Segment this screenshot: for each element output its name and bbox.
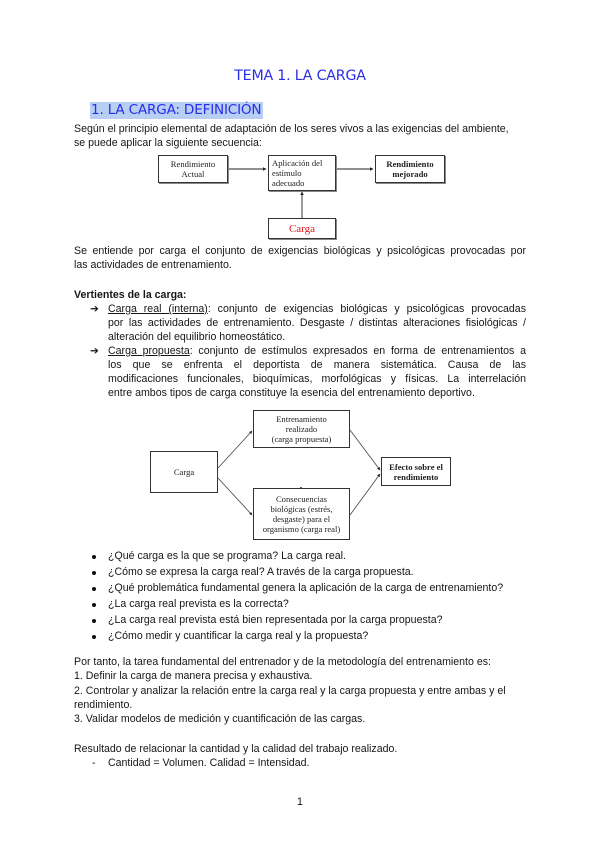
intro-line-2: se puede aplicar la siguiente secuencia: bbox=[74, 137, 262, 149]
box2-top-line-1: Entrenamiento bbox=[276, 414, 327, 424]
definition-line-1: Se entiende por carga el conjunto de exigencias biológicas y psicológicas provocadas por bbox=[74, 245, 526, 257]
term-carga-propuesta: Carga propuesta bbox=[108, 345, 190, 357]
box2-bottom-line-4: organismo (carga real) bbox=[262, 524, 341, 534]
vertiente-real-line-3: alteración del equilibrio homeostático. bbox=[108, 331, 286, 343]
arrow-bullet-icon: ➔ bbox=[90, 345, 99, 357]
intro-line-1: Según el principio elemental de adaptación de los seres vivos a las exigencias del ambiente, bbox=[74, 123, 509, 135]
vertiente-real-line-2: por las actividades de entrenamiento. Desgaste / distintas alteraciones fisiológicas / bbox=[108, 317, 526, 329]
section-heading: 1. LA CARGA: DEFINICIÓN bbox=[91, 102, 262, 118]
definition-line-2: las actividades de entrenamiento. bbox=[74, 259, 232, 271]
arrow-bullet-icon: ➔ bbox=[90, 303, 99, 315]
result-text: Resultado de relacionar la cantidad y la calidad del trabajo realizado. bbox=[74, 743, 398, 755]
box-rendimiento-actual-line-2: Actual bbox=[181, 169, 205, 179]
box-aplicacion-estimulo bbox=[268, 155, 336, 191]
box-aplicacion-line-3: adecuado bbox=[272, 178, 305, 188]
vertiente-propuesta-text-1: : conjunto de estímulos expresados en forma de entrenamientos a bbox=[189, 345, 526, 357]
box-mejorado-line-1: Rendimiento bbox=[386, 159, 434, 169]
vertiente-real-text-1: : conjunto de exigencias biológicas y psicológicas provocadas bbox=[207, 303, 526, 315]
question-item: ¿La carga real prevista está bien representada por la carga propuesta? bbox=[108, 614, 443, 626]
box2-bottom-line-1: Consecuencias bbox=[275, 494, 328, 504]
question-item: ¿Cómo se expresa la carga real? A través de la carga propuesta. bbox=[108, 566, 414, 578]
vertiente-real-line-1 bbox=[108, 302, 526, 316]
question-item: ¿Cómo medir y cuantificar la carga real y la propuesta? bbox=[108, 630, 369, 642]
vertiente-propuesta-line-3: modificaciones funcionales, bioquímicas, morfológicas y físicas. La interrelación bbox=[108, 373, 526, 385]
box2-top-line-2: realizado bbox=[285, 424, 318, 434]
vertiente-propuesta-line-1 bbox=[108, 344, 526, 358]
tasks-intro: Por tanto, la tarea fundamental del entrenador y de la metodología del entrenamiento es: bbox=[74, 656, 491, 668]
task-item: 1. Definir la carga de manera precisa y exhaustiva. bbox=[74, 670, 313, 682]
bullet-icon bbox=[92, 635, 96, 639]
dash-bullet: - bbox=[92, 757, 96, 769]
box-carga-red: Carga bbox=[268, 218, 336, 239]
vertiente-propuesta-line-2: los que se enfrenta el deportista de manera sistemática. Causa de las bbox=[108, 359, 526, 371]
task-item: 2. Controlar y analizar la relación entre la carga real y la carga propuesta y entre ambas y el bbox=[74, 685, 506, 697]
vertiente-propuesta-line-4: entre ambos tipos de carga constituye la esencia del entrenamiento deportivo. bbox=[108, 387, 475, 399]
box-rendimiento-mejorado bbox=[375, 155, 445, 183]
bullet-icon bbox=[92, 619, 96, 623]
question-item: ¿La carga real prevista es la correcta? bbox=[108, 598, 289, 610]
box2-right-line-2: rendimiento bbox=[393, 471, 439, 482]
result-dash-item: Cantidad = Volumen. Calidad = Intensidad. bbox=[108, 757, 310, 769]
box2-top-line-3: (carga propuesta) bbox=[271, 434, 332, 444]
box2-entrenamiento-realizado bbox=[253, 410, 350, 448]
term-carga-real: Carga real (interna) bbox=[108, 303, 208, 315]
box2-right-line-1: Efecto sobre el bbox=[389, 461, 443, 472]
box-rendimiento-actual-line-1: Rendimiento bbox=[170, 159, 216, 169]
box2-efecto-rendimiento bbox=[381, 457, 451, 486]
page-number: 1 bbox=[297, 796, 303, 808]
question-item: ¿Qué carga es la que se programa? La carga real. bbox=[108, 550, 346, 562]
question-item: ¿Qué problemática fundamental genera la aplicación de la carga de entrenamiento? bbox=[108, 582, 504, 594]
box-mejorado-line-2: mejorado bbox=[392, 169, 428, 179]
bullet-icon bbox=[92, 555, 96, 559]
task-item: rendimiento. bbox=[74, 699, 133, 711]
box-rendimiento-actual bbox=[158, 155, 228, 183]
box2-bottom-line-2: biológicas (estrés, bbox=[270, 504, 333, 514]
box-aplicacion-line-2: estímulo bbox=[272, 168, 302, 178]
vertientes-heading: Vertientes de la carga: bbox=[74, 289, 187, 301]
box2-carga: Carga bbox=[150, 451, 218, 493]
document-title: TEMA 1. LA CARGA bbox=[234, 68, 366, 84]
box-aplicacion-line-1: Aplicación del bbox=[272, 158, 323, 168]
box2-consecuencias-biologicas bbox=[253, 488, 350, 540]
bullet-icon bbox=[92, 603, 96, 607]
box2-bottom-line-3: desgaste) para el bbox=[272, 514, 331, 524]
bullet-icon bbox=[92, 587, 96, 591]
bullet-icon bbox=[92, 571, 96, 575]
task-item: 3. Validar modelos de medición y cuantificación de las cargas. bbox=[74, 713, 366, 725]
